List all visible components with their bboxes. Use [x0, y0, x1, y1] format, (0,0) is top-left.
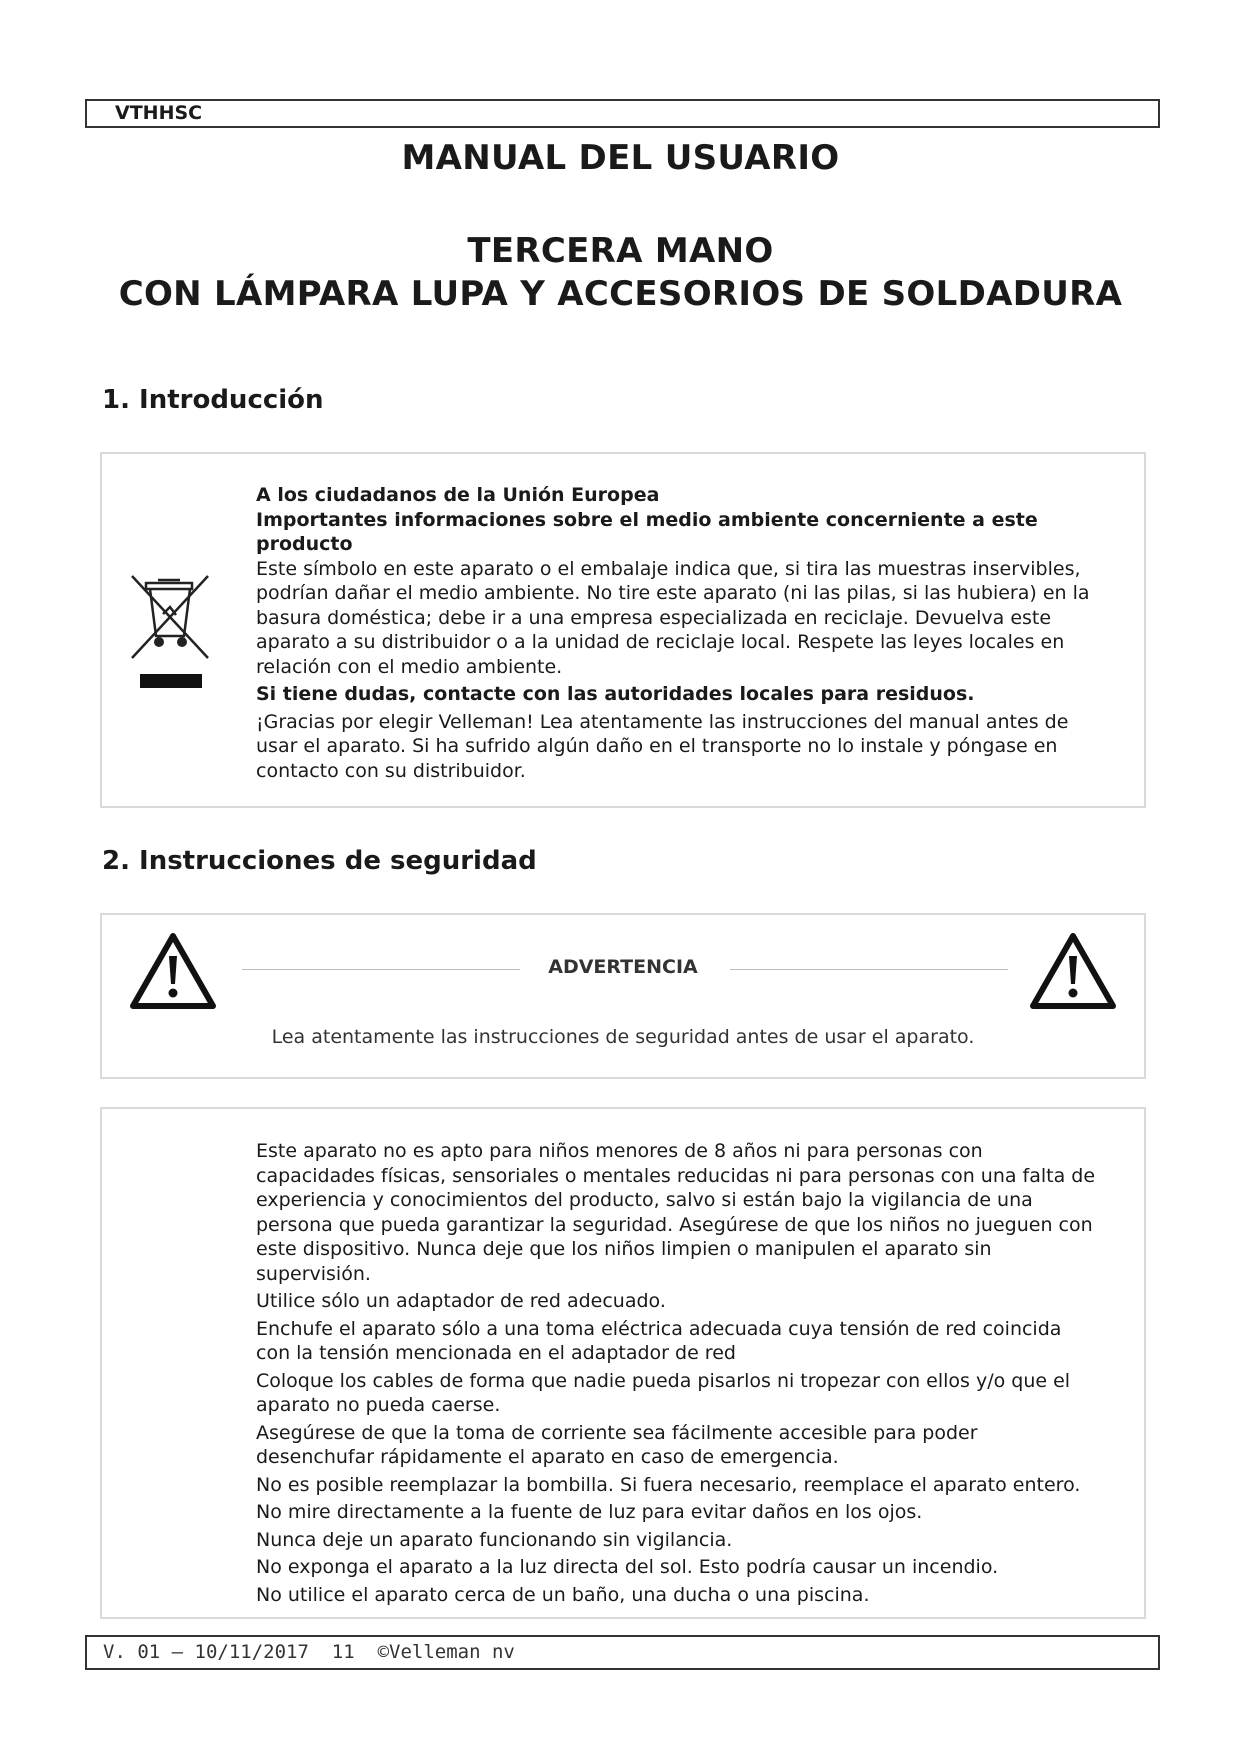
safety-item: No es posible reemplazar la bombilla. Si fuera necesario, reemplace el aparato entero.: [256, 1473, 1081, 1496]
safety-item: No utilice el aparato cerca de un baño, una ducha o una piscina.: [256, 1583, 870, 1606]
env-body: Este símbolo en este aparato o el embalaje indica que, si tira las muestras inservibles, podrían dañar el medio ambiente. No tire este aparato (ni las pilas, si las hubiera) en la basura doméstica; debe ir a una empresa especializada en reciclaje. Devuelva este aparato a su distribuidor o a la unidad de reciclaje local. Respete las leyes locales en relación con el medio ambiente.: [256, 557, 1090, 678]
footer-page-number: 11: [331, 1641, 355, 1663]
safety-item: Utilice sólo un adaptador de red adecuado.: [256, 1290, 666, 1312]
product-title-line2: CON LÁMPARA LUPA Y ACCESORIOS DE SOLDADURA: [118, 274, 1123, 314]
warning-triangle-icon-right: [1028, 930, 1118, 1012]
section2-heading: 2. Instrucciones de seguridad: [102, 846, 537, 876]
safety-item: Nunca deje un aparato funcionando sin vigilancia.: [256, 1528, 733, 1551]
safety-item: No mire directamente a la fuente de luz para evitar daños en los ojos.: [256, 1501, 923, 1523]
warning-panel: [100, 913, 1146, 1079]
section1-heading: 1. Introducción: [102, 385, 324, 415]
footer-copyright: ©Velleman nv: [377, 1641, 515, 1663]
product-title-line1: TERCERA MANO: [467, 231, 774, 271]
intro-panel: [100, 452, 1146, 808]
warning-text: Lea atentamente las instrucciones de seguridad antes de usar el aparato.: [271, 1026, 975, 1048]
safety-item: Asegúrese de que la toma de corriente sea fácilmente accesible para poder desenchufar rápidamente el aparato en caso de emergencia.: [256, 1421, 978, 1468]
weee-bin-icon: [130, 574, 212, 692]
footer: [85, 1635, 1160, 1670]
safety-item: Enchufe el aparato sólo a una toma eléctrica adecuada cuya tensión de red coincida con la tensión mencionada en el adaptador de red: [256, 1317, 1062, 1364]
intro-text: [256, 483, 1092, 783]
safety-item: Este aparato no es apto para niños menores de 8 años ni para personas con capacidades físicas, sensoriales o mentales reducidas ni para personas con una falta de experiencia y conocimientos del producto, salvo si están bajo la vigilancia de una persona que pueda garantizar la seguridad. Asegúrese de que los niños no jueguen con este dispositivo. Nunca deje que los niños limpien o manipulen el aparato sin supervisión.: [256, 1140, 1096, 1285]
header-product-code: VTHHSC: [85, 99, 1160, 128]
manual-title: MANUAL DEL USUARIO: [401, 138, 840, 178]
safety-item: No exponga el aparato a la luz directa del sol. Esto podría causar un incendio.: [256, 1556, 999, 1578]
thanks-note: ¡Gracias por elegir Velleman! Lea atentamente las instrucciones del manual antes de usar el aparato. Si ha sufrido algún daño en el transporte no lo instale y póngase en contacto con su distribuidor.: [256, 710, 1069, 782]
contact-note: Si tiene dudas, contacte con las autoridades locales para residuos.: [256, 683, 975, 705]
footer-version: V. 01 – 10/11/2017: [103, 1641, 309, 1663]
warning-rule-right: [730, 969, 1008, 970]
env-heading: Importantes informaciones sobre el medio ambiente concerniente a este producto: [256, 508, 1038, 555]
safety-panel: [100, 1107, 1146, 1619]
safety-list: [256, 1139, 1101, 1607]
warning-title: ADVERTENCIA: [548, 956, 698, 978]
safety-item: Coloque los cables de forma que nadie pueda pisarlos ni tropezar con ellos y/o que el aparato no pueda caerse.: [256, 1369, 1071, 1416]
eu-heading: A los ciudadanos de la Unión Europea: [256, 484, 660, 506]
